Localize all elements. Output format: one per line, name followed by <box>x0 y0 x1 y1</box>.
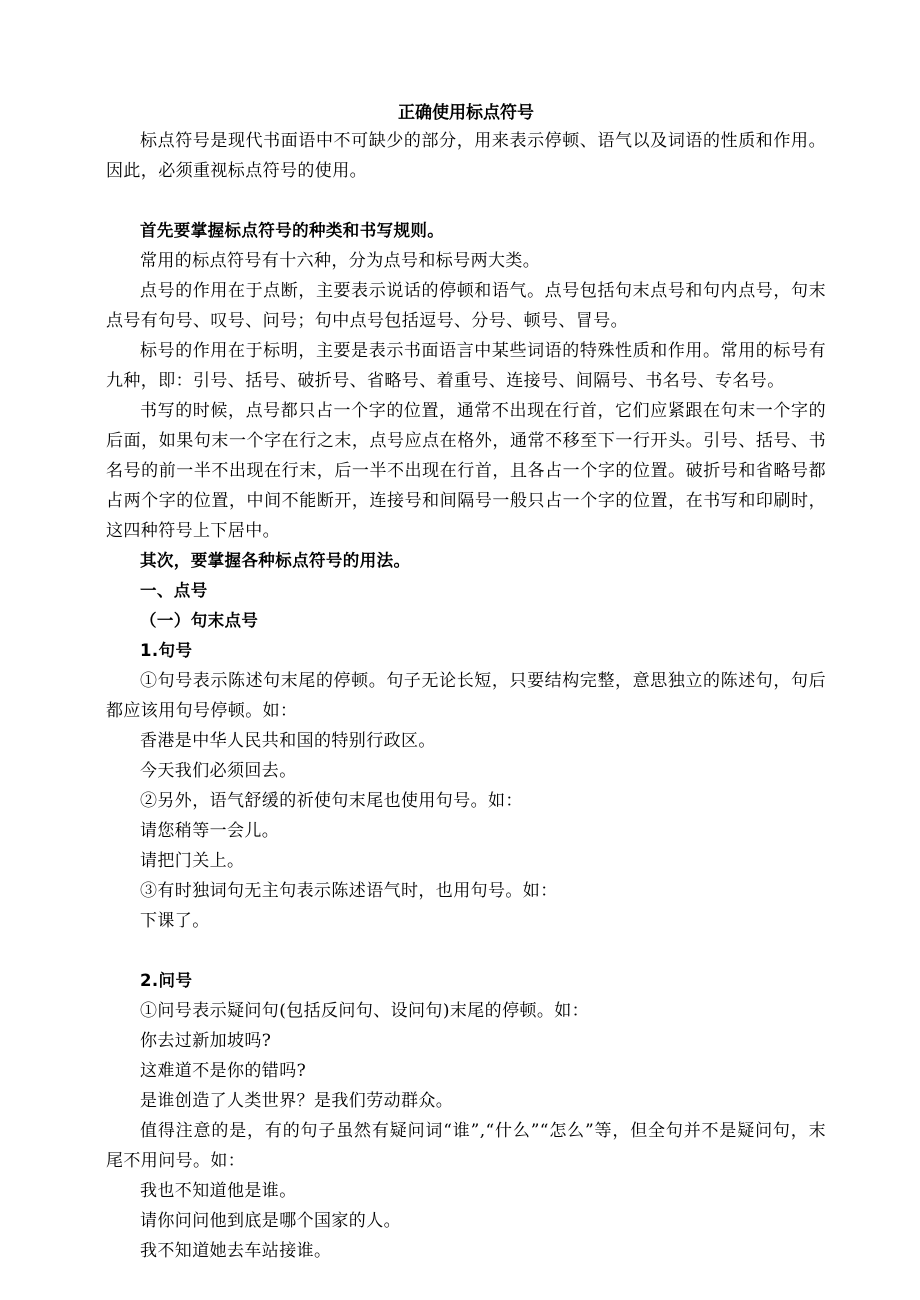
question-mark-heading: 2.问号 <box>140 971 193 990</box>
document-page <box>106 100 826 1266</box>
question-mark-note: 值得注意的是，有的句子虽然有疑问词“谁”,“什么”“怎么”等，但全句并不是疑问句，末尾不用问号。如： <box>106 1121 826 1171</box>
period-example-2: 今天我们必须回去。 <box>140 761 297 781</box>
question-mark-rule-1: ①问号表示疑问句(包括反问句、设问句)末尾的停顿。如： <box>140 1001 590 1021</box>
period-example-5: 下课了。 <box>140 911 210 931</box>
question-mark-example-5: 请你问问他到底是哪个国家的人。 <box>140 1211 401 1231</box>
section1-paragraph-1: 常用的标点符号有十六种，分为点号和标号两大类。 <box>140 251 541 271</box>
period-rule-3: ③有时独词句无主句表示陈述语气时，也用句号。如： <box>140 881 558 901</box>
period-rule-1: ①句号表示陈述句末尾的停顿。句子无论长短，只要结构完整，意思独立的陈述句，句后都应该用句号停顿。如： <box>106 671 826 721</box>
intro-paragraph: 标点符号是现代书面语中不可缺少的部分，用来表示停顿、语气以及词语的性质和作用。因此，必须重视标点符号的使用。 <box>106 131 826 181</box>
question-mark-example-6: 我不知道她去车站接谁。 <box>140 1241 332 1261</box>
section1-heading: 首先要掌握标点符号的种类和书写规则。 <box>140 221 445 240</box>
section2-heading: 其次，要掌握各种标点符号的用法。 <box>140 551 411 570</box>
page-title: 正确使用标点符号 <box>398 103 534 123</box>
question-mark-example-3: 是谁创造了人类世界？是我们劳动群众。 <box>140 1091 454 1111</box>
section1-paragraph-4: 书写的时候，点号都只占一个字的位置，通常不出现在行首，它们应紧跟在句末一个字的后面，如果句末一个字在行之末，点号应点在格外，通常不移至下一行开头。引号、括号、书名号的前一半不出现在行末，后一半不出现在行首，且各占一个字的位置。破折号和省略号都占两个字的位置，中间不能断开，连接号和间隔号一般只占一个字的位置，在书写和印刷时，这四种符号上下居中。 <box>106 401 826 541</box>
period-heading: 1.句号 <box>140 641 193 660</box>
question-mark-example-1: 你去过新加坡吗? <box>140 1031 272 1051</box>
section2-subheading-punctuation: 一、点号 <box>140 581 208 600</box>
section1-paragraph-3: 标号的作用在于标明，主要是表示书面语言中某些词语的特殊性质和作用。常用的标号有九种，即：引号、括号、破折号、省略号、着重号、连接号、间隔号、书名号、专名号。 <box>106 341 826 391</box>
section1-paragraph-2: 点号的作用在于点断，主要表示说话的停顿和语气。点号包括句末点号和句内点号，句末点号有句号、叹号、问号；句中点号包括逗号、分号、顿号、冒号。 <box>106 281 826 331</box>
period-example-4: 请把门关上。 <box>140 851 245 871</box>
section2-subheading-sentence-end: （一）句末点号 <box>140 611 259 630</box>
blank-line <box>106 186 826 216</box>
period-rule-2: ②另外，语气舒缓的祈使句末尾也使用句号。如： <box>140 791 523 811</box>
period-example-3: 请您稍等一会儿。 <box>140 821 280 841</box>
question-mark-example-2: 这难道不是你的错吗? <box>140 1061 307 1081</box>
blank-line <box>106 936 826 966</box>
question-mark-example-4: 我也不知道他是谁。 <box>140 1181 297 1201</box>
period-example-1: 香港是中华人民共和国的特别行政区。 <box>140 731 436 751</box>
